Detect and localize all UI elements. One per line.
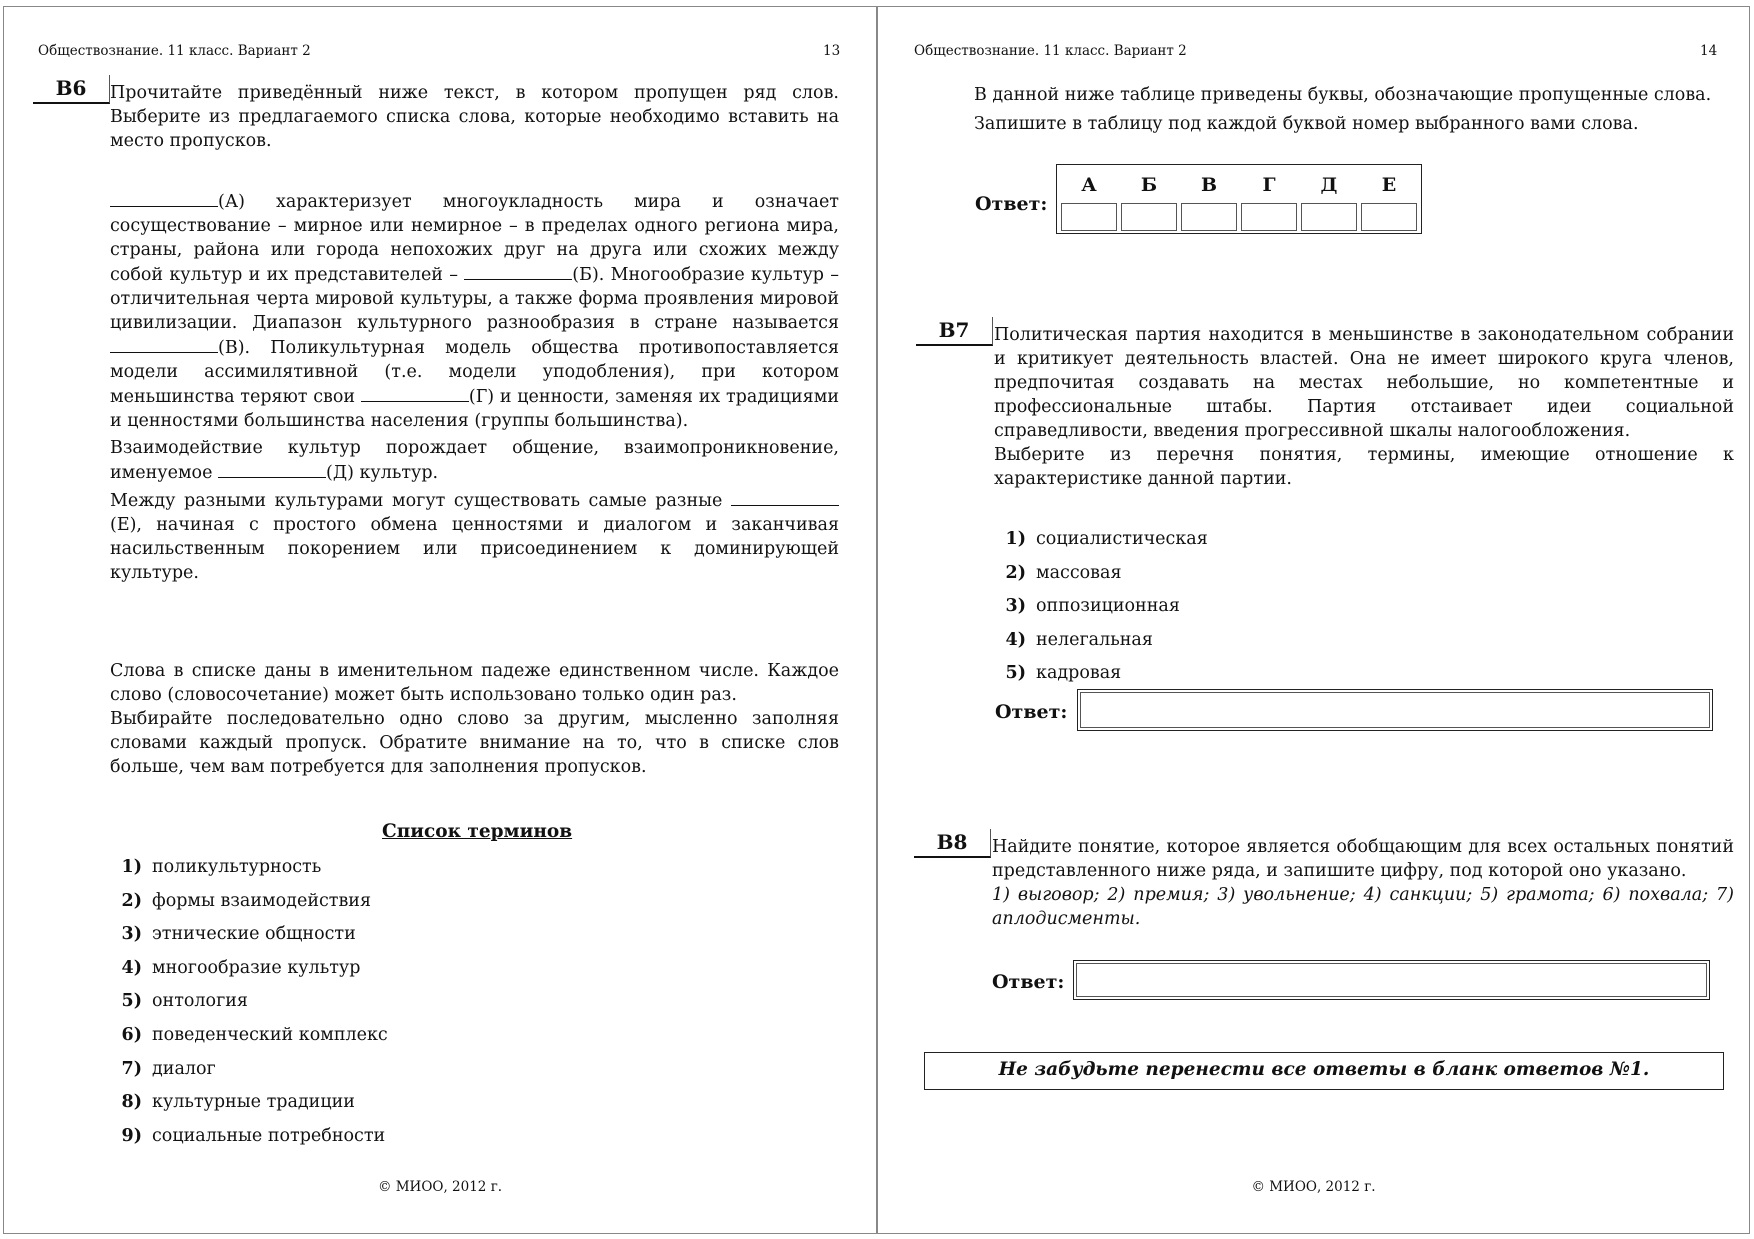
answer-table-inputs [1059,203,1419,231]
blank-v [110,335,218,353]
answer-table-header [1059,167,1419,203]
footer-copyright: © МИОО, 2012 г. [1251,1179,1376,1195]
b7-text: Политическая партия находится в меньшинстве в законодательном собрании и критикует деятельность властей. Она не имеет широкого круга членов, предпочитая создавать на местах небольшие, но компетентные и профессиональные штабы. Партия отстаивает идеи социальной справедливости, введения прогрессивной шкалы налогообложения. Выберите из перечня понятия, термины, имеющие отношение к характеристике данной партии. [994,325,1734,489]
b6-instructions: Слова в списке даны в именительном падеже единственном числе. Каждое слово (словосочетание) может быть использовано только один раз. Выбирайте последовательно одно слово за другим, мысленно заполняя словами каждый пропуск. Обратите внимание на то, что в списке слов больше, чем вам потребуется для заполнения пропусков. [110,661,839,777]
answer-cell-a[interactable] [1061,203,1117,231]
page-13 [3,6,877,1234]
transfer-answers-notice: Не забудьте перенести все ответы в бланк ответов №1. [924,1052,1724,1090]
passage-paragraph-1: (А) характеризует многоукладность мира и означает сосуществование – мирное или немирное – в пределах одного региона мира, страны, района или города непохожих друг на друга или схожих между собой культур и их представителей – (Б). Многообразие культур – отличительная черта мировой культуры, а также форма проявления мировой цивилизации. Диапазон культурного разнообразия в стране называется (В). Поликультурная модель общества противопоставляется модели ассимилятивной (т.е. модели уподобления), при котором меньшинства теряют свои (Г) и ценности, заменяя их традициями и ценностями большинства населения (группы большинства). [110,189,839,433]
answer-label-b7: Ответ: [995,701,1068,723]
blank-d [218,460,326,478]
footer-copyright: © МИОО, 2012 г. [377,1179,503,1195]
term-item: 1) поликультурность [121,857,322,877]
b7-options [994,529,1208,697]
letter-v: В [1200,174,1218,196]
answer-field-b7[interactable] [1077,689,1713,731]
answer-cell-d[interactable] [1301,203,1357,231]
question-label-b6: В6 [33,75,110,104]
option-item: 1) социалистическая [1005,529,1208,549]
answer-cell-b[interactable] [1121,203,1177,231]
option-item: 3) оппозиционная [1005,596,1180,617]
term-item: 9) социальные потребности [121,1125,386,1146]
passage-paragraph-3: Между разными культурами могут существовать самые разные (Е), начиная с простого обмена ценностями и диалогом и заканчивая насильственным покорением или присоединением к доминирующей культуре. [110,488,839,585]
page-number: 14 [1700,43,1718,59]
option-item: 5) кадровая [1005,663,1122,684]
letter-d: Д [1320,174,1338,196]
terms-title: Список терминов [382,821,573,842]
term-item: 8) культурные традиции [121,1092,355,1113]
answer-label-b6: Ответ: [975,193,1048,215]
term-item: 2) формы взаимодействия [121,890,372,911]
term-item: 6) поведенческий комплекс [121,1024,388,1045]
answer-table-b6 [1056,164,1422,234]
header-subject: Обществознание. 11 класс. Вариант 2 [914,43,1187,59]
letter-g: Г [1262,174,1276,196]
answer-cell-g[interactable] [1241,203,1297,231]
page-14 [877,6,1750,1234]
table-intro: В данной ниже таблице приведены буквы, обозначающие пропущенные слова. Запишите в таблицу под каждой буквой номер выбранного вами слова. [974,85,1712,134]
answer-label-b8: Ответ: [992,971,1065,993]
header-subject: Обществознание. 11 класс. Вариант 2 [38,43,311,59]
answer-field-b8[interactable] [1073,960,1710,1000]
term-item: 7) диалог [121,1058,216,1079]
blank-e [731,488,839,506]
blank-a [110,189,218,207]
terms-list [110,857,388,1159]
term-item: 4) многообразие культур [121,957,361,978]
question-label-b7: В7 [916,317,993,346]
b6-passage [110,189,839,585]
b6-intro: Прочитайте приведённый ниже текст, в котором пропущен ряд слов. Выберите из предлагаемого списка слова, которые необходимо вставить на место пропусков. [110,83,839,151]
blank-g [361,384,469,402]
question-label-b8: В8 [914,829,991,858]
letter-a: А [1081,174,1097,196]
option-item: 4) нелегальная [1005,629,1153,650]
term-item: 5) онтология [121,991,248,1012]
page-number: 13 [823,43,841,59]
answer-cell-e[interactable] [1361,203,1417,231]
term-item: 3) этнические общности [121,924,356,945]
letter-b: Б [1140,174,1158,196]
letter-e: Е [1381,174,1397,196]
answer-cell-v[interactable] [1181,203,1237,231]
passage-paragraph-2: Взаимодействие культур порождает общение, взаимопроникновение, именуемое (Д) культур. [110,438,839,483]
blank-b [464,262,572,280]
b8-text: Найдите понятие, которое является обобщающим для всех остальных понятий представленного ниже ряда, и запишите цифру, под которой оно указано. 1) выговор; 2) премия; 3) увольнение; 4) санкции; 5) грамота; 6) похвала; 7) аплодисменты. [992,837,1734,929]
option-item: 2) массовая [1005,562,1122,583]
